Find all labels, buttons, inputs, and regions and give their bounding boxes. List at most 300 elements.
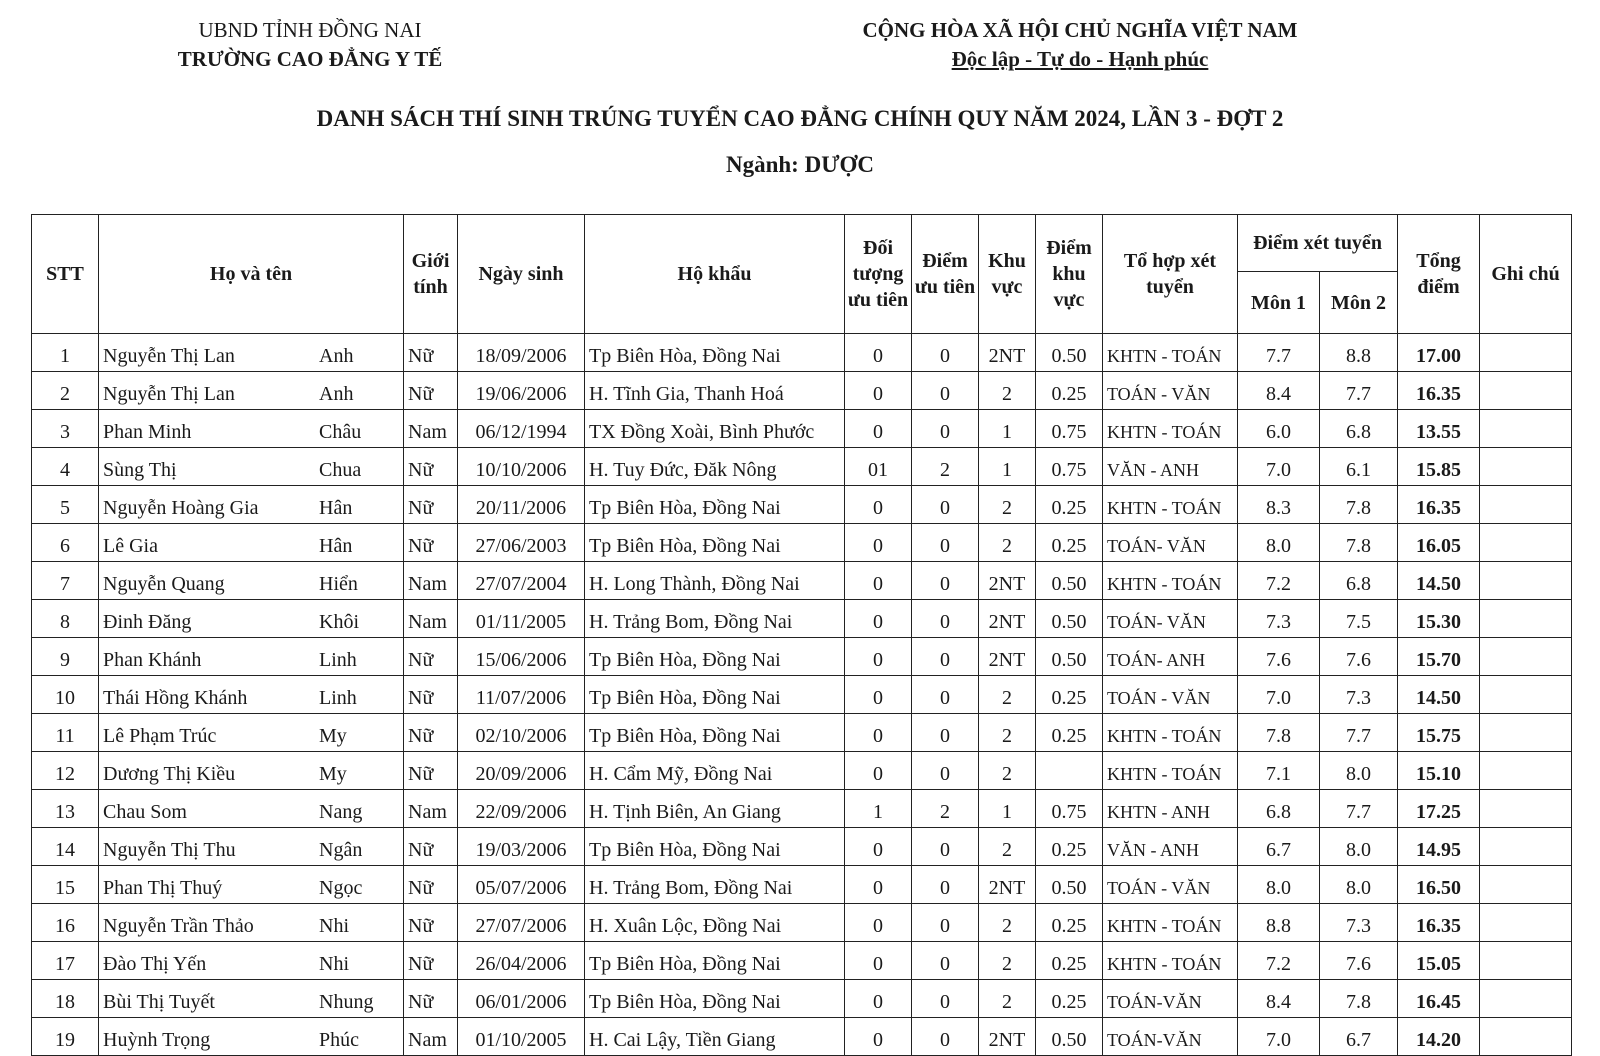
cell-tong-diem: 16.35	[1398, 486, 1480, 524]
cell-tong-diem: 15.75	[1398, 714, 1480, 752]
cell-ngay-sinh: 19/03/2006	[458, 828, 585, 866]
student-given-name: Khôi	[319, 611, 359, 633]
cell-stt: 7	[32, 562, 99, 600]
cell-diem-khu-vuc: 0.50	[1036, 334, 1103, 372]
cell-ghi-chu	[1480, 676, 1572, 714]
cell-khu-vuc: 2	[979, 372, 1036, 410]
cell-ho-ten	[99, 714, 404, 752]
cell-ghi-chu	[1480, 638, 1572, 676]
cell-ngay-sinh: 06/01/2006	[458, 980, 585, 1018]
cell-stt: 8	[32, 600, 99, 638]
table-row	[32, 600, 1572, 638]
student-surname: Thái Hồng Khánh	[103, 687, 248, 709]
cell-doi-tuong: 01	[845, 448, 912, 486]
cell-ngay-sinh: 20/11/2006	[458, 486, 585, 524]
cell-ngay-sinh: 11/07/2006	[458, 676, 585, 714]
cell-stt: 14	[32, 828, 99, 866]
col-ho-khau: Hộ khẩu	[585, 215, 845, 334]
cell-ghi-chu	[1480, 486, 1572, 524]
cell-ho-ten	[99, 524, 404, 562]
cell-ngay-sinh: 20/09/2006	[458, 752, 585, 790]
cell-ghi-chu	[1480, 752, 1572, 790]
cell-khu-vuc: 2	[979, 714, 1036, 752]
student-surname: Đinh Đăng	[103, 611, 192, 633]
national-motto	[800, 16, 1360, 74]
cell-diem-uu-tien: 2	[912, 448, 979, 486]
table-row	[32, 714, 1572, 752]
cell-gioi-tinh: Nữ	[404, 638, 458, 676]
cell-diem-uu-tien: 0	[912, 980, 979, 1018]
cell-stt: 19	[32, 1018, 99, 1056]
cell-mon2: 8.8	[1320, 334, 1398, 372]
cell-gioi-tinh: Nữ	[404, 904, 458, 942]
col-to-hop: Tổ hợp xét tuyển	[1103, 215, 1238, 334]
cell-mon2: 7.8	[1320, 486, 1398, 524]
cell-diem-uu-tien: 0	[912, 714, 979, 752]
cell-ho-ten	[99, 790, 404, 828]
cell-mon2: 7.3	[1320, 676, 1398, 714]
cell-ho-ten	[99, 372, 404, 410]
cell-stt: 6	[32, 524, 99, 562]
cell-ho-ten	[99, 638, 404, 676]
cell-ho-ten	[99, 980, 404, 1018]
student-given-name: Nhi	[319, 953, 349, 975]
cell-diem-uu-tien: 0	[912, 1018, 979, 1056]
cell-ho-khau: Tp Biên Hòa, Đồng Nai	[585, 676, 845, 714]
cell-khu-vuc: 2	[979, 486, 1036, 524]
student-given-name: My	[319, 725, 347, 747]
cell-gioi-tinh: Nữ	[404, 372, 458, 410]
student-given-name: Nhi	[319, 915, 349, 937]
col-diem-xet-tuyen: Điểm xét tuyển	[1238, 215, 1398, 272]
cell-diem-uu-tien: 0	[912, 828, 979, 866]
table-row	[32, 904, 1572, 942]
cell-mon1: 7.6	[1238, 638, 1320, 676]
cell-mon1: 7.7	[1238, 334, 1320, 372]
cell-ho-khau: Tp Biên Hòa, Đồng Nai	[585, 486, 845, 524]
cell-mon2: 8.0	[1320, 828, 1398, 866]
cell-to-hop: TOÁN- VĂN	[1103, 600, 1238, 638]
student-surname: Nguyễn Thị Thu	[103, 839, 236, 861]
cell-to-hop: TOÁN - VĂN	[1103, 676, 1238, 714]
cell-mon1: 7.2	[1238, 562, 1320, 600]
cell-to-hop: KHTN - TOÁN	[1103, 410, 1238, 448]
cell-tong-diem: 14.20	[1398, 1018, 1480, 1056]
cell-ghi-chu	[1480, 980, 1572, 1018]
cell-mon2: 7.6	[1320, 942, 1398, 980]
cell-to-hop: KHTN - TOÁN	[1103, 904, 1238, 942]
country-name: CỘNG HÒA XÃ HỘI CHỦ NGHĨA VIỆT NAM	[862, 18, 1298, 42]
cell-doi-tuong: 0	[845, 714, 912, 752]
cell-gioi-tinh: Nữ	[404, 676, 458, 714]
cell-ho-ten	[99, 942, 404, 980]
cell-ho-ten	[99, 562, 404, 600]
cell-diem-khu-vuc: 0.75	[1036, 790, 1103, 828]
cell-stt: 11	[32, 714, 99, 752]
cell-stt: 5	[32, 486, 99, 524]
motto: Độc lập - Tự do - Hạnh phúc	[951, 47, 1209, 71]
cell-to-hop: TOÁN-VĂN	[1103, 980, 1238, 1018]
cell-ho-ten	[99, 676, 404, 714]
cell-doi-tuong: 0	[845, 904, 912, 942]
col-gioi-tinh: Giới tính	[404, 215, 458, 334]
cell-diem-khu-vuc: 0.50	[1036, 562, 1103, 600]
cell-diem-khu-vuc: 0.25	[1036, 828, 1103, 866]
cell-ho-ten	[99, 904, 404, 942]
student-given-name: Nhung	[319, 991, 374, 1013]
cell-diem-uu-tien: 0	[912, 524, 979, 562]
cell-diem-uu-tien: 2	[912, 790, 979, 828]
cell-ho-khau: TX Đồng Xoài, Bình Phước	[585, 410, 845, 448]
student-surname: Nguyễn Trần Thảo	[103, 915, 254, 937]
cell-mon1: 7.0	[1238, 676, 1320, 714]
cell-stt: 2	[32, 372, 99, 410]
cell-khu-vuc: 2	[979, 904, 1036, 942]
cell-tong-diem: 16.05	[1398, 524, 1480, 562]
cell-ngay-sinh: 27/07/2004	[458, 562, 585, 600]
cell-doi-tuong: 0	[845, 1018, 912, 1056]
cell-stt: 13	[32, 790, 99, 828]
table-row	[32, 980, 1572, 1018]
cell-diem-uu-tien: 0	[912, 866, 979, 904]
cell-ngay-sinh: 06/12/1994	[458, 410, 585, 448]
cell-ngay-sinh: 22/09/2006	[458, 790, 585, 828]
student-surname: Dương Thị Kiều	[103, 763, 236, 785]
cell-doi-tuong: 0	[845, 942, 912, 980]
col-diem-khu-vuc: Điểm khu vực	[1036, 215, 1103, 334]
cell-mon1: 6.0	[1238, 410, 1320, 448]
cell-ngay-sinh: 18/09/2006	[458, 334, 585, 372]
cell-gioi-tinh: Nữ	[404, 448, 458, 486]
table-header-row	[32, 215, 1572, 272]
cell-khu-vuc: 2NT	[979, 562, 1036, 600]
cell-diem-khu-vuc: 0.75	[1036, 410, 1103, 448]
cell-ngay-sinh: 01/11/2005	[458, 600, 585, 638]
cell-gioi-tinh: Nữ	[404, 752, 458, 790]
cell-stt: 15	[32, 866, 99, 904]
cell-stt: 12	[32, 752, 99, 790]
cell-mon2: 7.3	[1320, 904, 1398, 942]
col-doi-tuong: Đối tượng ưu tiên	[845, 215, 912, 334]
cell-diem-uu-tien: 0	[912, 638, 979, 676]
cell-ghi-chu	[1480, 904, 1572, 942]
cell-ghi-chu	[1480, 828, 1572, 866]
student-surname: Phan Minh	[103, 421, 192, 443]
cell-ngay-sinh: 05/07/2006	[458, 866, 585, 904]
cell-ghi-chu	[1480, 942, 1572, 980]
authority-province: UBND TỈNH ĐỒNG NAI	[198, 18, 422, 42]
table-row	[32, 676, 1572, 714]
cell-ho-khau: Tp Biên Hòa, Đồng Nai	[585, 980, 845, 1018]
cell-to-hop: KHTN - ANH	[1103, 790, 1238, 828]
cell-gioi-tinh: Nam	[404, 600, 458, 638]
cell-khu-vuc: 2NT	[979, 600, 1036, 638]
cell-khu-vuc: 2	[979, 752, 1036, 790]
cell-ho-khau: Tp Biên Hòa, Đồng Nai	[585, 714, 845, 752]
cell-doi-tuong: 0	[845, 752, 912, 790]
table-row	[32, 638, 1572, 676]
col-ghi-chu: Ghi chú	[1480, 215, 1572, 334]
student-surname: Sùng Thị	[103, 459, 177, 481]
cell-tong-diem: 14.50	[1398, 676, 1480, 714]
cell-tong-diem: 15.05	[1398, 942, 1480, 980]
cell-mon1: 7.1	[1238, 752, 1320, 790]
cell-doi-tuong: 1	[845, 790, 912, 828]
cell-ho-khau: Tp Biên Hòa, Đồng Nai	[585, 524, 845, 562]
cell-diem-uu-tien: 0	[912, 904, 979, 942]
cell-stt: 17	[32, 942, 99, 980]
cell-ho-khau: H. Tuy Đức, Đăk Nông	[585, 448, 845, 486]
cell-mon1: 8.0	[1238, 524, 1320, 562]
table-row	[32, 334, 1572, 372]
cell-mon1: 8.4	[1238, 372, 1320, 410]
cell-gioi-tinh: Nữ	[404, 980, 458, 1018]
table-row	[32, 1018, 1572, 1056]
student-given-name: Linh	[319, 687, 357, 709]
cell-tong-diem: 14.50	[1398, 562, 1480, 600]
cell-mon2: 7.8	[1320, 980, 1398, 1018]
table-body	[32, 334, 1572, 1056]
cell-ho-khau: H. Tĩnh Gia, Thanh Hoá	[585, 372, 845, 410]
student-given-name: Châu	[319, 421, 362, 443]
cell-tong-diem: 15.30	[1398, 600, 1480, 638]
cell-diem-uu-tien: 0	[912, 334, 979, 372]
cell-ho-ten	[99, 448, 404, 486]
cell-mon2: 8.0	[1320, 866, 1398, 904]
cell-gioi-tinh: Nữ	[404, 714, 458, 752]
cell-mon2: 7.8	[1320, 524, 1398, 562]
cell-ghi-chu	[1480, 334, 1572, 372]
col-ho-ten: Họ và tên	[99, 215, 404, 334]
cell-ho-khau: H. Cai Lậy, Tiền Giang	[585, 1018, 845, 1056]
cell-diem-khu-vuc: 0.50	[1036, 1018, 1103, 1056]
cell-gioi-tinh: Nam	[404, 562, 458, 600]
cell-tong-diem: 17.25	[1398, 790, 1480, 828]
cell-stt: 16	[32, 904, 99, 942]
cell-khu-vuc: 2NT	[979, 638, 1036, 676]
cell-to-hop: KHTN - TOÁN	[1103, 752, 1238, 790]
col-tong-diem: Tổng điểm	[1398, 215, 1480, 334]
cell-diem-khu-vuc: 0.25	[1036, 372, 1103, 410]
cell-diem-khu-vuc: 0.25	[1036, 980, 1103, 1018]
student-surname: Chau Som	[103, 801, 187, 823]
cell-ghi-chu	[1480, 600, 1572, 638]
cell-tong-diem: 16.35	[1398, 904, 1480, 942]
cell-to-hop: KHTN - TOÁN	[1103, 562, 1238, 600]
table-row	[32, 562, 1572, 600]
cell-ho-khau: H. Long Thành, Đồng Nai	[585, 562, 845, 600]
cell-ho-khau: Tp Biên Hòa, Đồng Nai	[585, 334, 845, 372]
cell-mon2: 6.7	[1320, 1018, 1398, 1056]
cell-diem-khu-vuc: 0.25	[1036, 486, 1103, 524]
cell-mon1: 7.2	[1238, 942, 1320, 980]
cell-diem-uu-tien: 0	[912, 486, 979, 524]
cell-ngay-sinh: 15/06/2006	[458, 638, 585, 676]
cell-diem-uu-tien: 0	[912, 752, 979, 790]
cell-ghi-chu	[1480, 372, 1572, 410]
cell-gioi-tinh: Nam	[404, 790, 458, 828]
cell-stt: 4	[32, 448, 99, 486]
cell-gioi-tinh: Nữ	[404, 866, 458, 904]
student-given-name: Hân	[319, 535, 353, 557]
cell-gioi-tinh: Nữ	[404, 942, 458, 980]
cell-doi-tuong: 0	[845, 828, 912, 866]
cell-khu-vuc: 2	[979, 524, 1036, 562]
cell-khu-vuc: 2	[979, 942, 1036, 980]
cell-khu-vuc: 1	[979, 410, 1036, 448]
cell-ho-khau: H. Cẩm Mỹ, Đồng Nai	[585, 752, 845, 790]
cell-khu-vuc: 2	[979, 980, 1036, 1018]
cell-to-hop: TOÁN - VĂN	[1103, 866, 1238, 904]
cell-diem-uu-tien: 0	[912, 410, 979, 448]
student-surname: Nguyễn Quang	[103, 573, 225, 595]
cell-ngay-sinh: 19/06/2006	[458, 372, 585, 410]
cell-mon1: 8.4	[1238, 980, 1320, 1018]
table-row	[32, 524, 1572, 562]
cell-to-hop: KHTN - TOÁN	[1103, 714, 1238, 752]
cell-mon2: 6.1	[1320, 448, 1398, 486]
cell-khu-vuc: 1	[979, 448, 1036, 486]
cell-diem-khu-vuc: 0.25	[1036, 676, 1103, 714]
cell-mon1: 6.7	[1238, 828, 1320, 866]
cell-ngay-sinh: 10/10/2006	[458, 448, 585, 486]
student-surname: Phan Thị Thuý	[103, 877, 223, 899]
cell-doi-tuong: 0	[845, 866, 912, 904]
cell-doi-tuong: 0	[845, 486, 912, 524]
student-given-name: Anh	[319, 383, 354, 405]
cell-diem-uu-tien: 0	[912, 942, 979, 980]
cell-ho-khau: Tp Biên Hòa, Đồng Nai	[585, 942, 845, 980]
student-surname: Nguyễn Hoàng Gia	[103, 497, 259, 519]
student-surname: Đào Thị Yến	[103, 953, 207, 975]
student-given-name: Hân	[319, 497, 353, 519]
cell-khu-vuc: 2NT	[979, 866, 1036, 904]
cell-ghi-chu	[1480, 410, 1572, 448]
cell-mon2: 7.6	[1320, 638, 1398, 676]
col-ngay-sinh: Ngày sinh	[458, 215, 585, 334]
cell-ho-ten	[99, 866, 404, 904]
authority-school: TRƯỜNG CAO ĐẲNG Y TẾ	[177, 47, 443, 71]
table-row	[32, 448, 1572, 486]
cell-diem-khu-vuc: 0.50	[1036, 866, 1103, 904]
cell-to-hop: TOÁN-VĂN	[1103, 1018, 1238, 1056]
cell-ho-khau: H. Tịnh Biên, An Giang	[585, 790, 845, 828]
cell-tong-diem: 16.50	[1398, 866, 1480, 904]
cell-mon1: 8.8	[1238, 904, 1320, 942]
table-row	[32, 752, 1572, 790]
cell-doi-tuong: 0	[845, 334, 912, 372]
cell-tong-diem: 16.35	[1398, 372, 1480, 410]
student-surname: Lê Phạm Trúc	[103, 725, 217, 747]
col-mon1: Môn 1	[1238, 272, 1320, 334]
cell-diem-khu-vuc: 0.25	[1036, 942, 1103, 980]
cell-mon1: 8.3	[1238, 486, 1320, 524]
cell-ngay-sinh: 27/06/2003	[458, 524, 585, 562]
cell-to-hop: VĂN - ANH	[1103, 828, 1238, 866]
cell-to-hop: KHTN - TOÁN	[1103, 942, 1238, 980]
cell-gioi-tinh: Nữ	[404, 524, 458, 562]
cell-mon1: 7.8	[1238, 714, 1320, 752]
cell-diem-uu-tien: 0	[912, 372, 979, 410]
cell-tong-diem: 15.70	[1398, 638, 1480, 676]
cell-mon1: 8.0	[1238, 866, 1320, 904]
cell-to-hop: TOÁN - VĂN	[1103, 372, 1238, 410]
cell-stt: 10	[32, 676, 99, 714]
cell-ghi-chu	[1480, 1018, 1572, 1056]
cell-doi-tuong: 0	[845, 372, 912, 410]
cell-tong-diem: 15.85	[1398, 448, 1480, 486]
cell-ho-ten	[99, 1018, 404, 1056]
col-stt: STT	[32, 215, 99, 334]
cell-diem-khu-vuc: 0.50	[1036, 638, 1103, 676]
cell-ghi-chu	[1480, 524, 1572, 562]
cell-khu-vuc: 2	[979, 676, 1036, 714]
cell-stt: 9	[32, 638, 99, 676]
cell-doi-tuong: 0	[845, 600, 912, 638]
cell-ngay-sinh: 02/10/2006	[458, 714, 585, 752]
cell-diem-khu-vuc: 0.25	[1036, 524, 1103, 562]
cell-mon1: 7.0	[1238, 1018, 1320, 1056]
cell-to-hop: VĂN - ANH	[1103, 448, 1238, 486]
cell-diem-khu-vuc: 0.50	[1036, 600, 1103, 638]
cell-doi-tuong: 0	[845, 524, 912, 562]
cell-ghi-chu	[1480, 714, 1572, 752]
cell-to-hop: TOÁN- ANH	[1103, 638, 1238, 676]
cell-diem-khu-vuc: 0.25	[1036, 904, 1103, 942]
table-row	[32, 866, 1572, 904]
cell-ghi-chu	[1480, 790, 1572, 828]
cell-khu-vuc: 2NT	[979, 1018, 1036, 1056]
cell-ho-ten	[99, 600, 404, 638]
cell-ho-khau: Tp Biên Hòa, Đồng Nai	[585, 828, 845, 866]
student-surname: Nguyễn Thị Lan	[103, 383, 235, 405]
cell-tong-diem: 16.45	[1398, 980, 1480, 1018]
cell-stt: 1	[32, 334, 99, 372]
cell-gioi-tinh: Nữ	[404, 828, 458, 866]
cell-diem-uu-tien: 0	[912, 676, 979, 714]
cell-ho-khau: H. Trảng Bom, Đồng Nai	[585, 866, 845, 904]
cell-ghi-chu	[1480, 562, 1572, 600]
cell-tong-diem: 14.95	[1398, 828, 1480, 866]
table-row	[32, 942, 1572, 980]
cell-mon1: 6.8	[1238, 790, 1320, 828]
cell-khu-vuc: 2NT	[979, 334, 1036, 372]
cell-tong-diem: 15.10	[1398, 752, 1480, 790]
cell-to-hop: KHTN - TOÁN	[1103, 486, 1238, 524]
cell-doi-tuong: 0	[845, 676, 912, 714]
cell-mon2: 6.8	[1320, 562, 1398, 600]
issuing-authority	[140, 16, 480, 74]
table-row	[32, 790, 1572, 828]
cell-ho-ten	[99, 410, 404, 448]
cell-mon2: 7.5	[1320, 600, 1398, 638]
student-given-name: Ngân	[319, 839, 363, 861]
cell-diem-khu-vuc: 0.25	[1036, 714, 1103, 752]
cell-tong-diem: 13.55	[1398, 410, 1480, 448]
cell-mon2: 7.7	[1320, 790, 1398, 828]
cell-ho-khau: H. Trảng Bom, Đồng Nai	[585, 600, 845, 638]
cell-doi-tuong: 0	[845, 980, 912, 1018]
document-title: DANH SÁCH THÍ SINH TRÚNG TUYỂN CAO ĐẲNG CHÍNH QUY NĂM 2024, LẦN 3 - ĐỢT 2	[316, 106, 1284, 131]
cell-mon2: 6.8	[1320, 410, 1398, 448]
col-mon2: Môn 2	[1320, 272, 1398, 334]
student-given-name: Chua	[319, 459, 362, 481]
cell-doi-tuong: 0	[845, 562, 912, 600]
cell-ngay-sinh: 01/10/2005	[458, 1018, 585, 1056]
cell-mon1: 7.3	[1238, 600, 1320, 638]
student-surname: Nguyễn Thị Lan	[103, 345, 235, 367]
cell-ho-khau: Tp Biên Hòa, Đồng Nai	[585, 638, 845, 676]
